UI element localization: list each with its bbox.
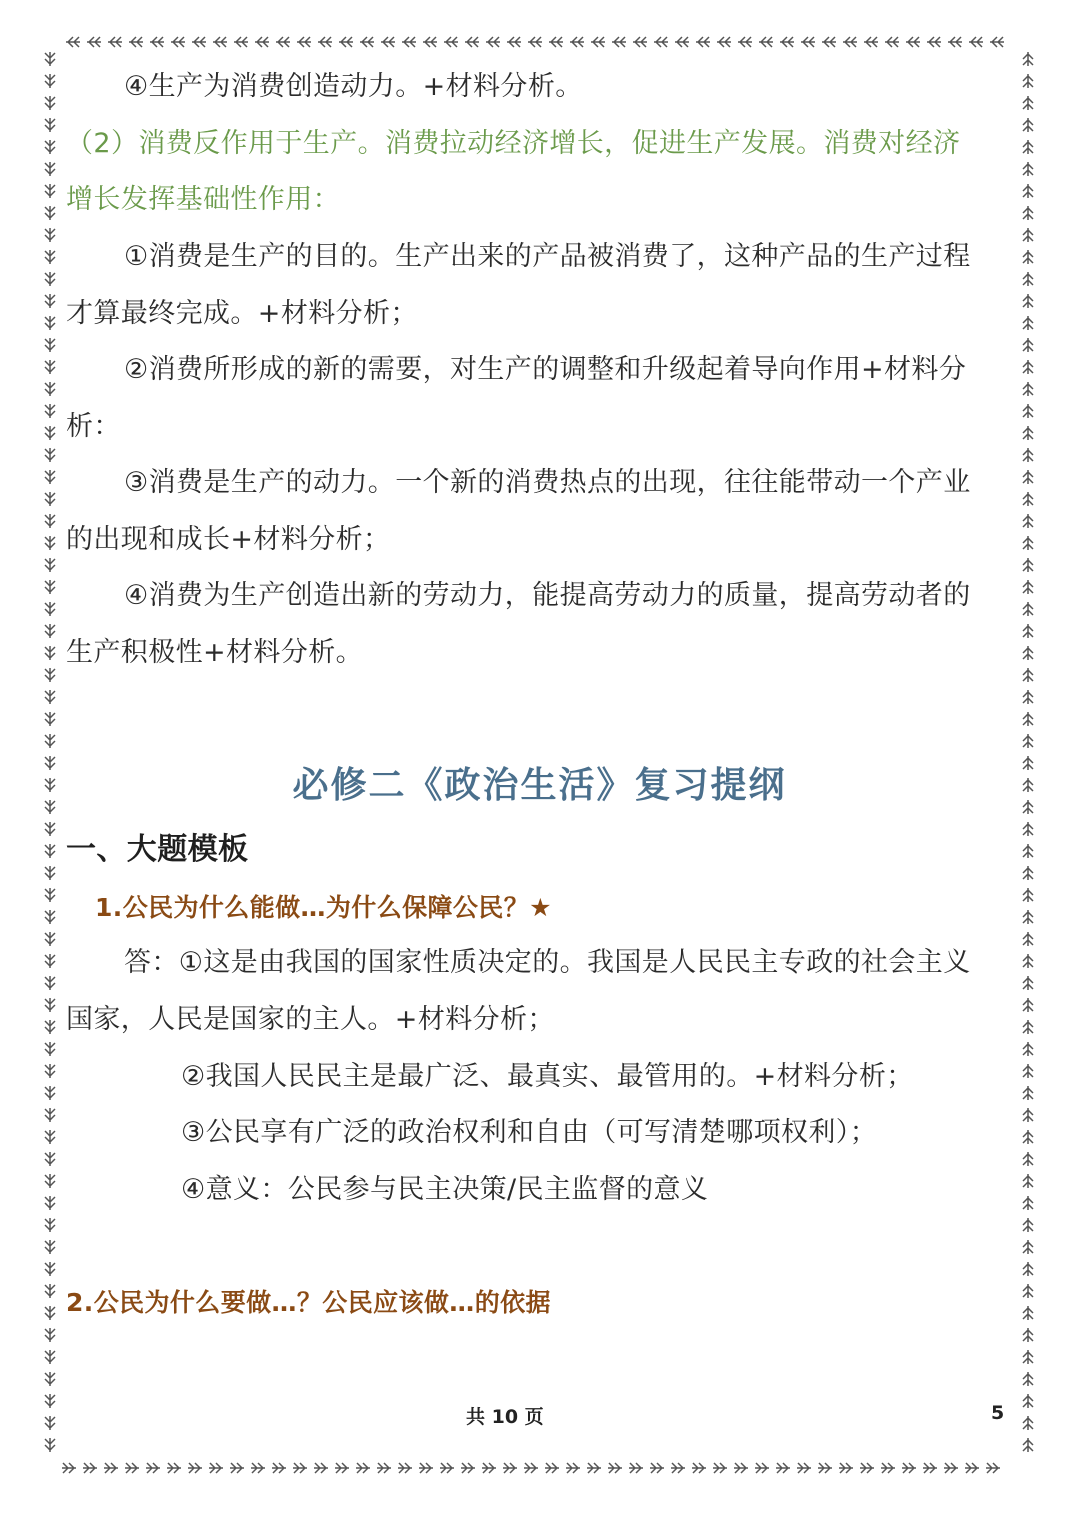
- border-bottom-arrows: [62, 1463, 1000, 1473]
- border-right-arrows: [1023, 52, 1033, 1452]
- question-heading: 2.公民为什么要做…？公民应该做…的依据: [66, 1288, 551, 1317]
- border-left-arrows: [45, 52, 55, 1452]
- question-heading: 1.公民为什么能做…为什么保障公民？★: [95, 893, 552, 922]
- border-top-arrows: [66, 37, 1004, 47]
- text-line: 生产积极性+材料分析。: [66, 637, 364, 668]
- text-line: ①消费是生产的目的。生产出来的产品被消费了，这种产品的生产过程: [124, 241, 971, 272]
- text-line: 析：: [66, 411, 121, 442]
- answer-line: ②我国人民民主是最广泛、最真实、最管用的。+材料分析；: [181, 1061, 914, 1092]
- answer-line: ③公民享有广泛的政治权利和自由（可写清楚哪项权利）；: [181, 1117, 878, 1148]
- green-text-line: 增长发挥基础性作用：: [66, 184, 340, 215]
- document-title: 必修二《政治生活》复习提纲: [292, 765, 787, 806]
- page-number: 5: [991, 1402, 1005, 1424]
- answer-line: 国家，人民是国家的主人。+材料分析；: [66, 1004, 555, 1035]
- text-line: 才算最终完成。+材料分析；: [66, 298, 418, 329]
- text-line: ②消费所形成的新的需要，对生产的调整和升级起着导向作用+材料分: [124, 354, 967, 385]
- section-heading: 一、大题模板: [66, 832, 249, 867]
- text-line: ④生产为消费创造动力。+材料分析。: [124, 71, 583, 102]
- page-total: 共 10 页: [466, 1406, 544, 1428]
- answer-line: ④意义：公民参与民主决策/民主监督的意义: [181, 1174, 709, 1205]
- text-line: 的出现和成长+材料分析；: [66, 524, 391, 555]
- text-line: ④消费为生产创造出新的劳动力，能提高劳动力的质量，提高劳动者的: [124, 580, 971, 611]
- text-line: ③消费是生产的动力。一个新的消费热点的出现，往往能带动一个产业: [124, 467, 971, 498]
- answer-line: 答：①这是由我国的国家性质决定的。我国是人民民主专政的社会主义: [124, 947, 971, 978]
- green-text-line: （2）消费反作用于生产。消费拉动经济增长，促进生产发展。消费对经济: [66, 128, 961, 159]
